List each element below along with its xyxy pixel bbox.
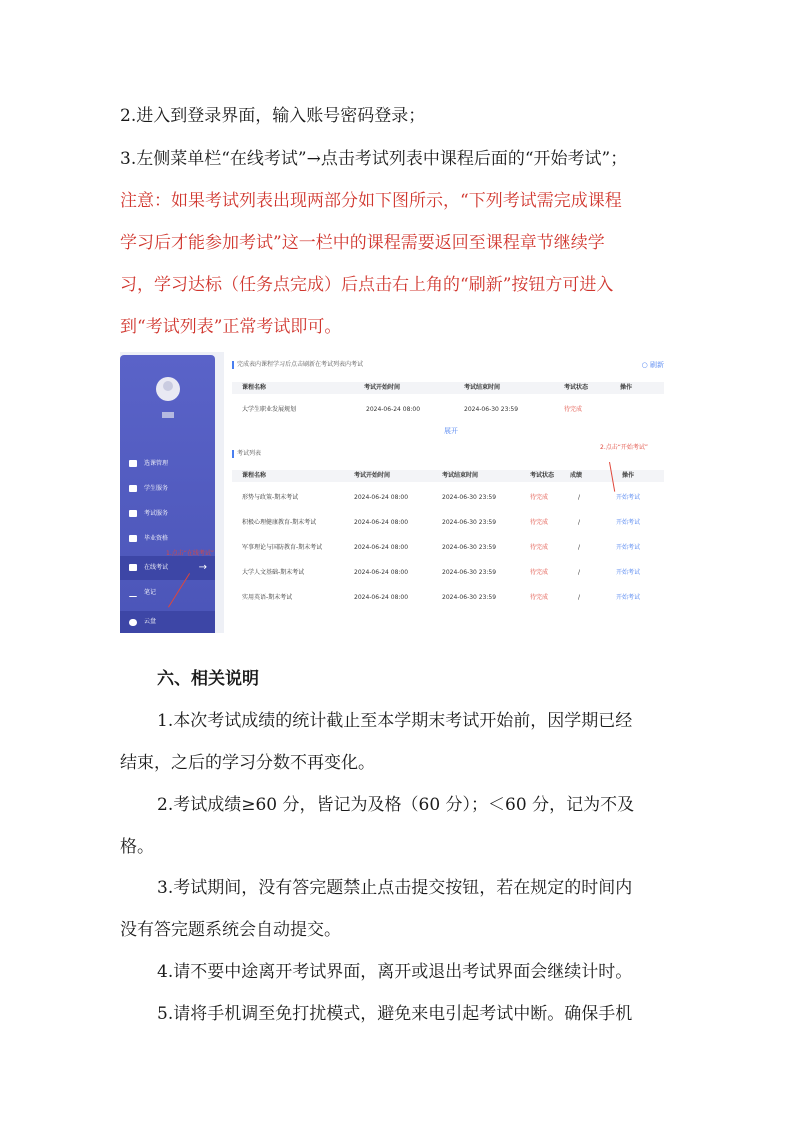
start-exam-button[interactable]: 开始考试 — [616, 569, 641, 576]
note-line-2: 学习后才能参加考试”这一栏中的课程需要返回至课程章节继续学 — [120, 233, 605, 253]
status-badge: 待完成 — [530, 594, 549, 601]
table-row — [232, 542, 664, 554]
annotation-online-exam: 1.点击“在线考试” — [166, 550, 214, 557]
cell-score: / — [578, 519, 581, 526]
item-3-line-1: 3.考试期间，没有答完题禁止点击提交按钮，若在规定的时间内 — [157, 878, 633, 898]
cell-name: 积极心理健康教育-期末考试 — [242, 519, 317, 526]
briefcase-icon — [129, 510, 137, 517]
table-row — [232, 517, 664, 529]
briefcase-icon — [129, 460, 137, 467]
item-2-line-2: 格。 — [120, 837, 154, 857]
exam-list-screenshot — [120, 352, 672, 633]
cell-end: 2024-06-30 23:59 — [442, 569, 497, 576]
status-badge: 待完成 — [530, 519, 549, 526]
table-row: 大学生职业发展规划 2024-06-24 08:00 2024-06-30 23:59 待完成 — [232, 404, 664, 416]
sidebar-item-online-exam[interactable]: 在线考试 → — [120, 556, 215, 580]
cell-score: / — [578, 494, 581, 501]
status-badge: 待完成 — [530, 494, 549, 501]
cell-name: 实用英语-期末考试 — [242, 594, 293, 601]
refresh-button[interactable]: ○ 刷新 — [641, 361, 664, 369]
exam-table-header: 课程名称 考试开始时间 考试结束时间 考试状态 成绩 操作 — [232, 470, 664, 482]
pen-icon — [129, 589, 137, 597]
avatar — [156, 377, 180, 401]
cell-end: 2024-06-30 23:59 — [442, 494, 497, 501]
paragraph-step-2: 2.进入到登录界面，输入账号密码登录； — [120, 106, 426, 126]
item-2-line-1: 2.考试成绩≥60 分，皆记为及格（60 分）；＜60 分，记为不及 — [157, 795, 635, 815]
refresh-icon: ○ — [641, 361, 650, 369]
arrow-right-icon: → — [198, 562, 207, 573]
item-3-line-2: 没有答完题系统会自动提交。 — [120, 920, 341, 940]
cell-start: 2024-06-24 08:00 — [354, 544, 409, 551]
cell-name: 军事理论与国防教育-期末考试 — [242, 544, 323, 551]
start-exam-button[interactable]: 开始考试 — [616, 544, 641, 551]
status-badge: 待完成 — [530, 569, 549, 576]
sidebar-item-student[interactable]: 学生服务 — [120, 477, 215, 501]
annotation-click-start: 2.点击“开始考试” — [600, 444, 648, 451]
sidebar-item-exam-service[interactable]: 考试服务 — [120, 502, 215, 526]
cell-start: 2024-06-24 08:00 — [354, 569, 409, 576]
table-row — [232, 592, 664, 604]
briefcase-icon — [129, 485, 137, 492]
cell-score: / — [578, 544, 581, 551]
note-line-1: 注意：如果考试列表出现两部分如下图所示，“下列考试需完成课程 — [120, 191, 622, 211]
cell-score: / — [578, 569, 581, 576]
cell-end: 2024-06-30 23:59 — [442, 594, 497, 601]
expand-link[interactable]: 展开 — [444, 427, 458, 435]
section-heading: 六、相关说明 — [157, 669, 259, 689]
table-row — [232, 567, 664, 579]
main-panel — [224, 352, 672, 633]
cell-name: 大学人文基础-期末考试 — [242, 569, 305, 576]
item-5: 5.请将手机调至免打扰模式，避免来电引起考试中断。确保手机 — [157, 1004, 633, 1024]
cell-start: 2024-06-24 08:00 — [354, 519, 409, 526]
pending-table-header: 课程名称 考试开始时间 考试结束时间 考试状态 操作 — [232, 382, 664, 394]
exam-list-label: 考试列表 — [232, 450, 261, 458]
table-row — [232, 492, 664, 504]
cell-end: 2024-06-30 23:59 — [442, 519, 497, 526]
sidebar-item-graduation[interactable]: 毕业资格 — [120, 527, 215, 551]
paragraph-step-3: 3.左侧菜单栏“在线考试”→点击考试列表中课程后面的“开始考试”； — [120, 149, 628, 169]
cell-start: 2024-06-24 08:00 — [354, 494, 409, 501]
item-1-line-1: 1.本次考试成绩的统计截止至本学期末考试开始前，因学期已经 — [157, 711, 633, 731]
briefcase-icon — [129, 564, 137, 571]
username-placeholder — [162, 412, 174, 418]
sidebar-item-cloud[interactable]: 云盘 — [120, 611, 215, 633]
cell-start: 2024-06-24 08:00 — [354, 594, 409, 601]
start-exam-button[interactable]: 开始考试 — [616, 594, 641, 601]
cell-score: / — [578, 594, 581, 601]
cloud-icon — [129, 619, 137, 626]
start-exam-button[interactable]: 开始考试 — [616, 494, 641, 501]
status-badge: 待完成 — [564, 406, 583, 413]
item-4: 4.请不要中途离开考试界面，离开或退出考试界面会继续计时。 — [157, 962, 633, 982]
note-line-4: 到“考试列表”正常考试即可。 — [120, 317, 342, 337]
sidebar-item-notes[interactable]: 笔记 — [120, 581, 215, 605]
pending-notice: 完成表内课程学习后点击刷新在考试列表内考试 — [232, 361, 363, 369]
start-exam-button[interactable]: 开始考试 — [616, 519, 641, 526]
cell-name: 形势与政策-期末考试 — [242, 494, 299, 501]
sidebar-item-course[interactable]: 选课管理 — [120, 452, 215, 476]
item-1-line-2: 结束，之后的学习分数不再变化。 — [120, 753, 375, 773]
cell-end: 2024-06-30 23:59 — [442, 544, 497, 551]
sidebar — [120, 355, 215, 633]
note-line-3: 习，学习达标（任务点完成）后点击右上角的“刷新”按钮方可进入 — [120, 275, 614, 295]
status-badge: 待完成 — [530, 544, 549, 551]
briefcase-icon — [129, 535, 137, 542]
